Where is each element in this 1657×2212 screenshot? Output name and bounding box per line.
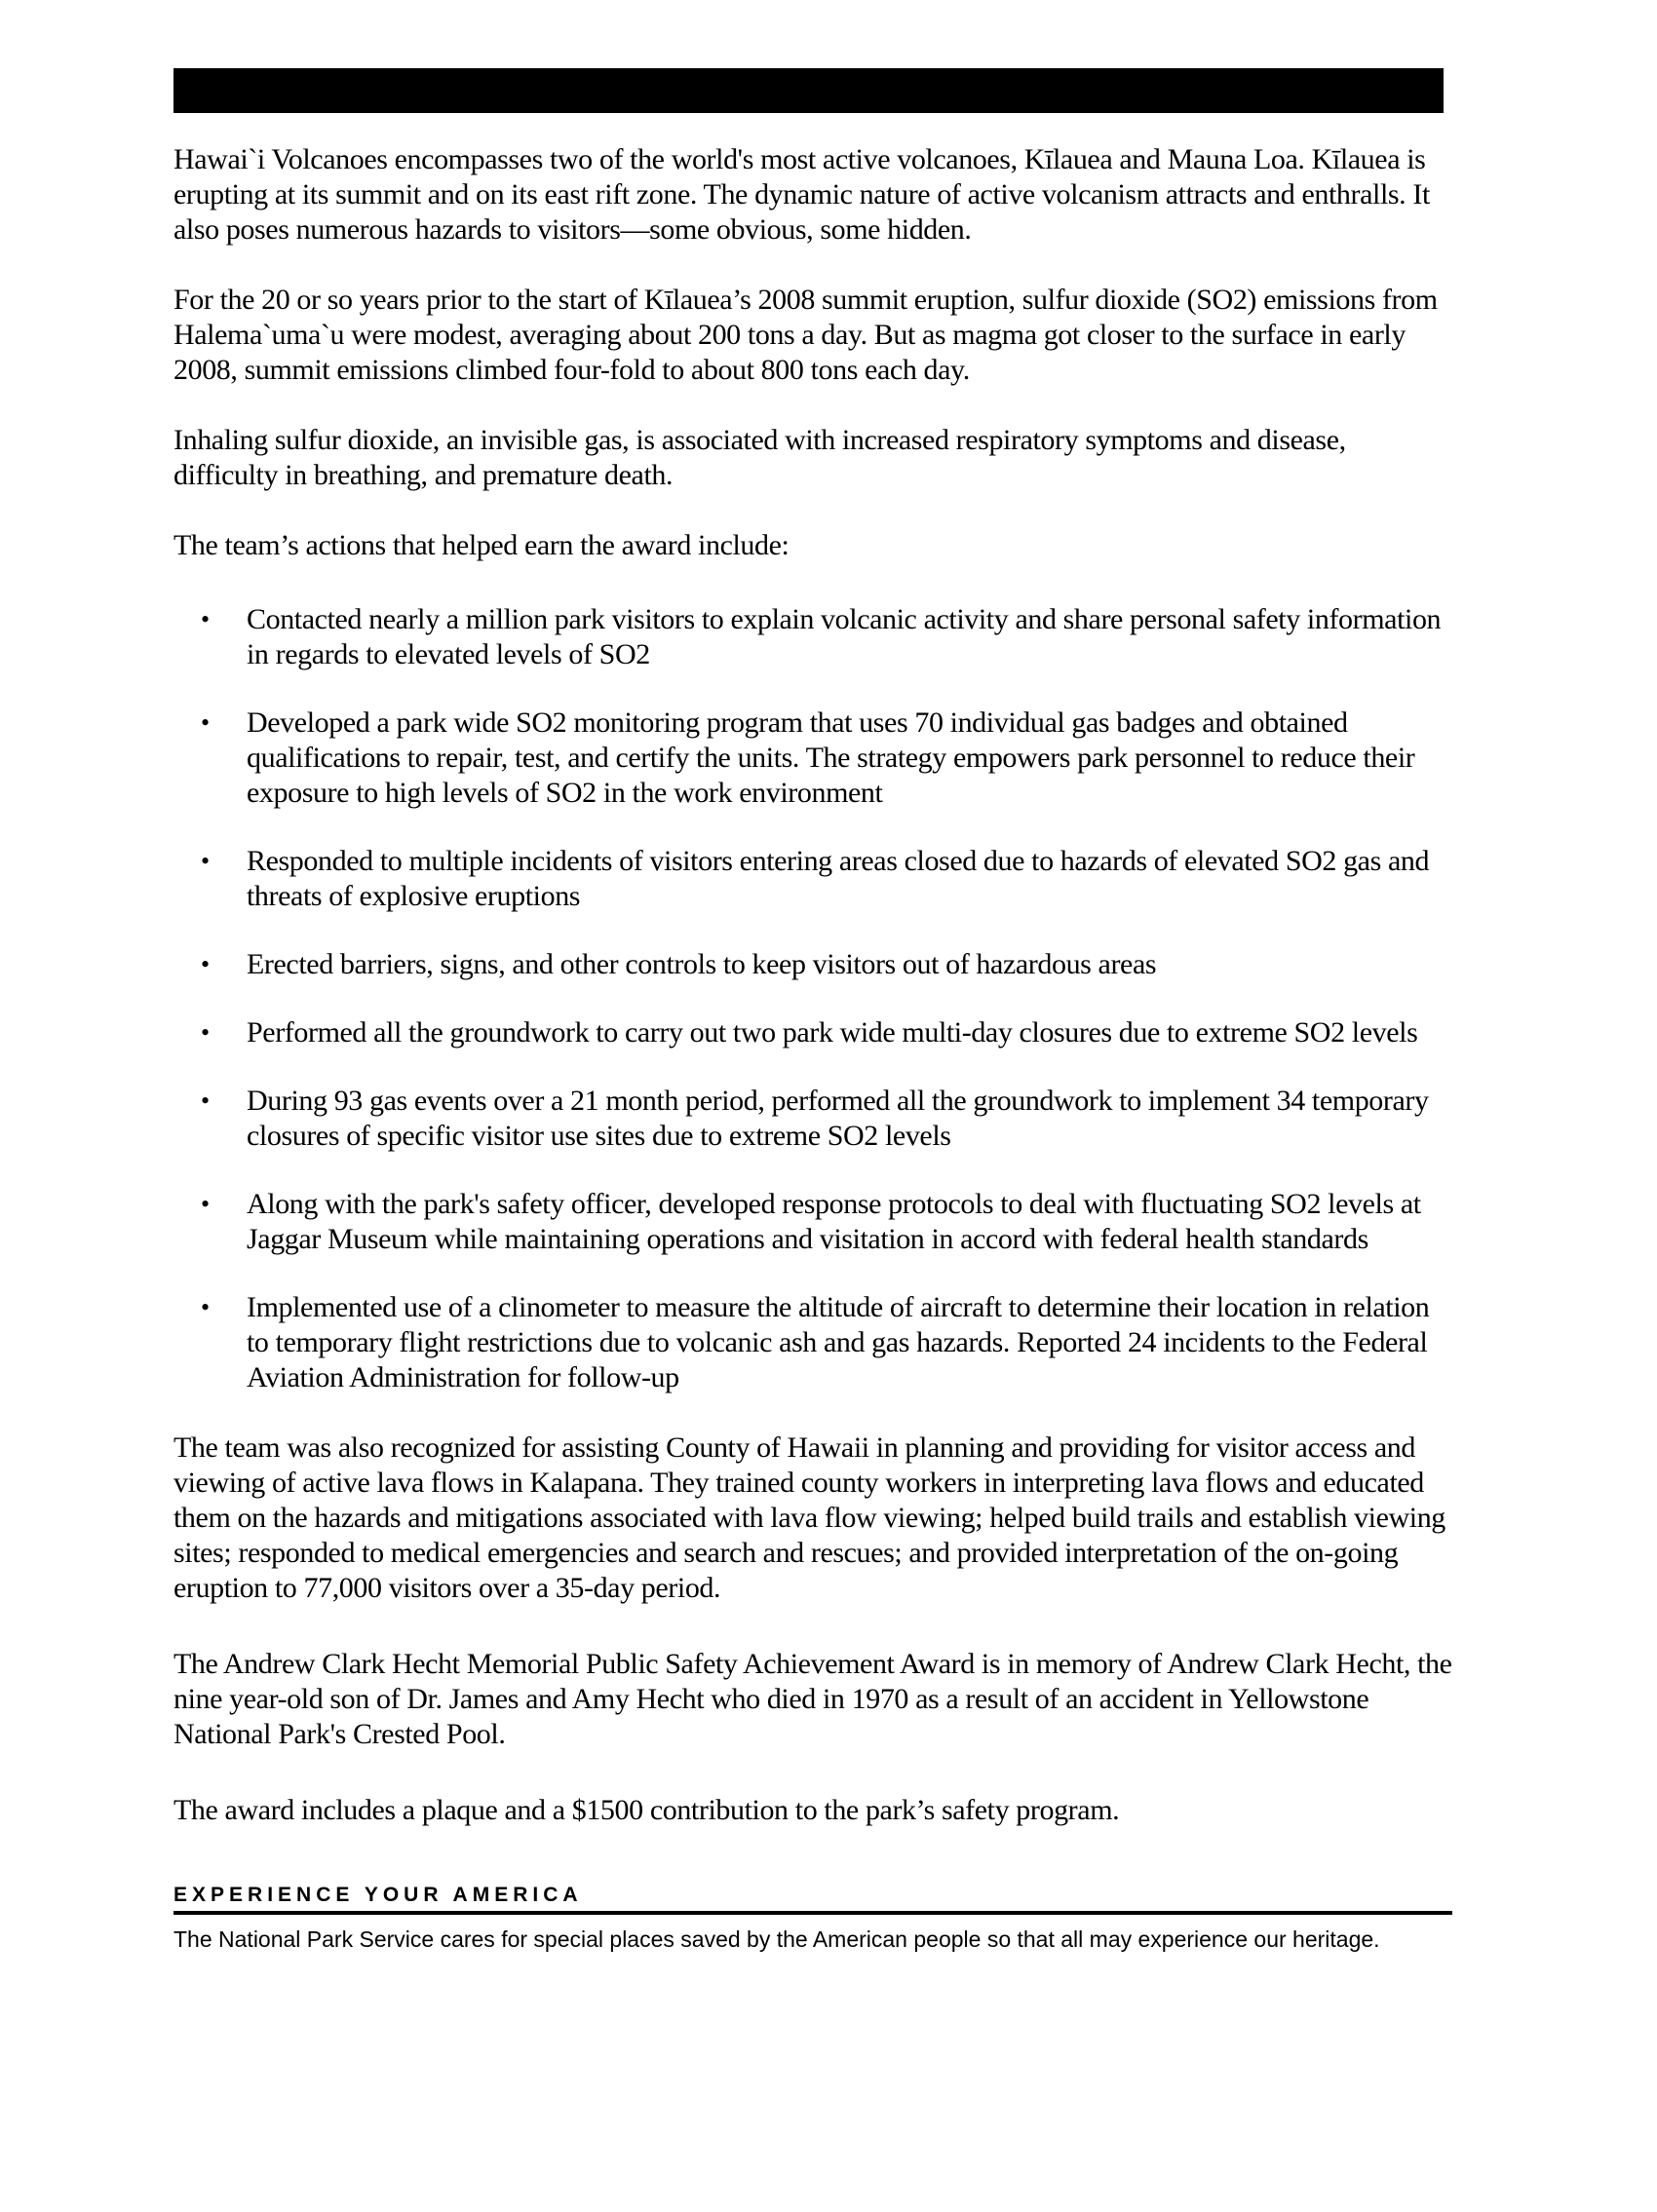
list-item-text: During 93 gas events over a 21 month period, performed all the groundwork to implement 34 temporary closures of specific visitor use sites due to extreme SO2 levels xyxy=(247,1085,1429,1152)
list-item-text: Contacted nearly a million park visitors to explain volcanic activity and share personal safety information in regards to elevated levels of SO2 xyxy=(247,603,1442,670)
page-footer xyxy=(173,1883,1452,1953)
paragraph-volcano-overview: Hawai`i Volcanoes encompasses two of the world's most active volcanoes, Kīlauea and Mauna Loa. Kīlauea is erupting at its summit and on its east rift zone. The dynamic nature of active volcanism attracts and enthralls. It also poses numerous hazards to visitors—some obvious, some hidden. xyxy=(173,143,1430,246)
bullet-icon: • xyxy=(201,605,211,633)
list-item-text: Along with the park's safety officer, developed response protocols to deal with fluctuating SO2 levels at Jaggar Museum while maintaining operations and visitation in accord with federal health standards xyxy=(247,1188,1421,1255)
bullet-icon: • xyxy=(201,1087,211,1115)
list-item-text: Implemented use of a clinometer to measure the altitude of aircraft to determine their location in relation to temporary flight restrictions due to volcanic ash and gas hazards. Reported 24 incidents to the Federal Aviation Administration for follow-up xyxy=(247,1291,1430,1393)
bullet-icon: • xyxy=(201,1190,211,1218)
paragraph-award-history: The Andrew Clark Hecht Memorial Public Safety Achievement Award is in memory of Andrew Clark Hecht, the nine year-old son of Dr. James and Amy Hecht who died in 1970 as a result of an accident in Yellowstone National Park's Crested Pool. xyxy=(173,1648,1452,1750)
bullet-icon: • xyxy=(201,1018,211,1047)
list-item-text: Performed all the groundwork to carry out two park wide multi-day closures due to extreme SO2 levels xyxy=(247,1016,1418,1049)
document-page xyxy=(0,68,1657,2212)
bullet-icon: • xyxy=(201,950,211,978)
paragraph-health-effects: Inhaling sulfur dioxide, an invisible gas, is associated with increased respiratory symptoms and disease, difficulty in breathing, and premature death. xyxy=(173,424,1346,491)
paragraph-so2-emissions: For the 20 or so years prior to the start of Kīlauea’s 2008 summit eruption, sulfur dioxide (SO2) emissions from Halema`uma`u were modest, averaging about 200 tons a day. But as magma got closer to the surface in early 2008, summit emissions climbed four-fold to about 800 tons each day. xyxy=(173,284,1438,386)
list-item-response-protocols xyxy=(201,1187,1452,1257)
bullet-icon: • xyxy=(201,708,211,737)
redacted-header-bar xyxy=(173,68,1444,113)
list-item-gas-events xyxy=(201,1084,1452,1154)
list-item-text: Developed a park wide SO2 monitoring program that uses 70 individual gas badges and obtained qualifications to repair, test, and certify the units. The strategy empowers park personnel to reduce their exposure to high levels of SO2 in the work environment xyxy=(247,706,1415,809)
paragraph-award-lead-in: The team’s actions that helped earn the award include: xyxy=(173,529,790,561)
list-item-text: Erected barriers, signs, and other controls to keep visitors out of hazardous areas xyxy=(247,948,1157,980)
list-item-clinometer xyxy=(201,1290,1452,1395)
list-item-barriers xyxy=(201,947,1452,982)
list-item-text: Responded to multiple incidents of visitors entering areas closed due to hazards of elevated SO2 gas and threats of explosive eruptions xyxy=(247,845,1430,912)
footer-rule xyxy=(173,1883,1452,1915)
paragraph-county-assistance: The team was also recognized for assisting County of Hawaii in planning and providing for visitor access and viewing of active lava flows in Kalapana. They trained county workers in interpreting lava flows and educated them on the hazards and mitigations associated with lava flow viewing; helped build trails and establish viewing sites; responded to medical emergencies and search and rescues; and provided interpretation of the on-going eruption to 77,000 visitors over a 35-day period. xyxy=(173,1431,1445,1604)
footer-slogan: EXPERIENCE YOUR AMERICA xyxy=(173,1884,583,1906)
bullet-icon: • xyxy=(201,847,211,875)
text-column xyxy=(0,68,1657,1953)
award-actions-list xyxy=(173,602,1452,1395)
bullet-icon: • xyxy=(201,1293,211,1321)
list-item-visitor-contact xyxy=(201,602,1452,672)
list-item-monitoring-program xyxy=(201,706,1452,811)
list-item-incident-response xyxy=(201,844,1452,914)
list-item-park-closures xyxy=(201,1015,1452,1050)
paragraph-award-contents: The award includes a plaque and a $1500 contribution to the park’s safety program. xyxy=(173,1794,1120,1826)
footer-tagline: The National Park Service cares for special places saved by the American people so that all may experience our heritage. xyxy=(173,1926,1380,1952)
